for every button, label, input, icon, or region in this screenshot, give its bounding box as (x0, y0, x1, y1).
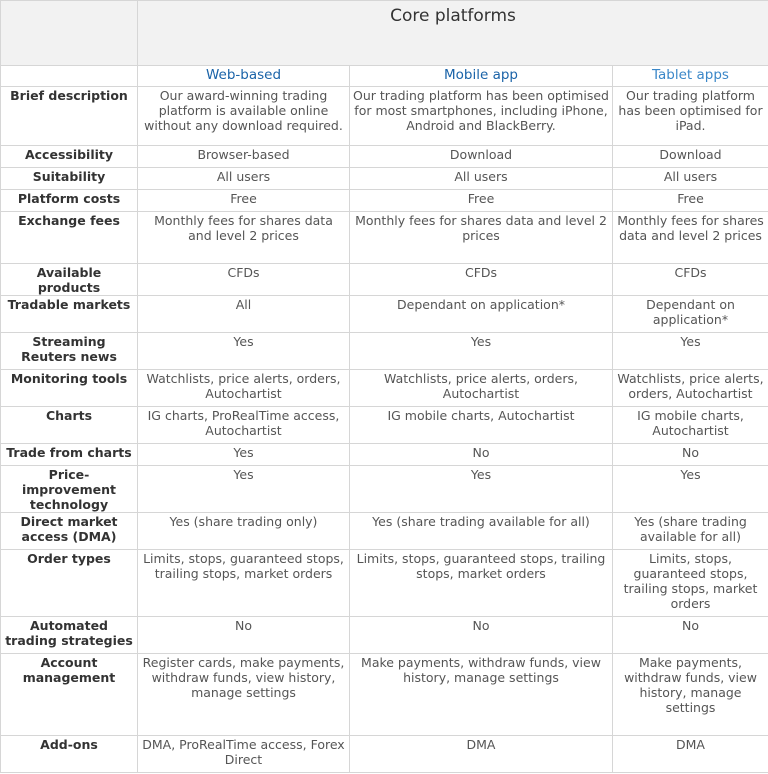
table-cell: IG mobile charts, Autochartist (613, 407, 768, 444)
table-row (1, 212, 768, 264)
row-label: Account management (1, 654, 138, 736)
table-cell: All users (613, 168, 768, 190)
table-cell: Yes (613, 333, 768, 370)
table-cell: No (613, 617, 768, 654)
table-cell: Limits, stops, guaranteed stops, trailing stops, market orders (350, 550, 613, 617)
table-cell: All (138, 296, 350, 333)
row-label: Suitability (1, 168, 138, 190)
header-empty-cell (1, 66, 138, 87)
table-row (1, 617, 768, 654)
table-cell: Yes (350, 466, 613, 513)
table-row (1, 407, 768, 444)
table-row (1, 466, 768, 513)
table-cell: Dependant on application* (350, 296, 613, 333)
table-cell: Our trading platform has been optimised for iPad. (613, 87, 768, 146)
row-label: Charts (1, 407, 138, 444)
table-cell: Monthly fees for shares data and level 2 prices (350, 212, 613, 264)
row-label: Brief description (1, 87, 138, 146)
table-cell: No (350, 444, 613, 466)
table-cell: Limits, stops, guaranteed stops, trailing stops, market orders (613, 550, 768, 617)
table-cell: Yes (138, 444, 350, 466)
row-label: Price-improvement technology (1, 466, 138, 513)
table-cell: No (138, 617, 350, 654)
table-cell: IG charts, ProRealTime access, Autochartist (138, 407, 350, 444)
table-cell: Limits, stops, guaranteed stops, trailing stops, market orders (138, 550, 350, 617)
table-cell: DMA, ProRealTime access, Forex Direct (138, 736, 350, 773)
table-cell: Yes (share trading available for all) (350, 513, 613, 550)
table-cell: Download (613, 146, 768, 168)
table-cell: Watchlists, price alerts, orders, Autochartist (138, 370, 350, 407)
column-header-web: Web-based (138, 66, 350, 87)
row-label: Accessibility (1, 146, 138, 168)
table-cell: No (350, 617, 613, 654)
row-label: Direct market access (DMA) (1, 513, 138, 550)
table-cell: Free (138, 190, 350, 212)
table-cell: CFDs (138, 264, 350, 296)
table-cell: DMA (613, 736, 768, 773)
table-cell: Yes (share trading only) (138, 513, 350, 550)
table-cell: DMA (350, 736, 613, 773)
table-cell: Free (350, 190, 613, 212)
table-cell: Yes (138, 466, 350, 513)
table-row (1, 190, 768, 212)
table-cell: All users (138, 168, 350, 190)
table-cell: No (613, 444, 768, 466)
row-label: Monitoring tools (1, 370, 138, 407)
table-cell: Make payments, withdraw funds, view history, manage settings (613, 654, 768, 736)
table-cell: Yes (613, 466, 768, 513)
table-cell: CFDs (350, 264, 613, 296)
column-header-mobile: Mobile app (350, 66, 613, 87)
table-cell: Browser-based (138, 146, 350, 168)
row-label: Exchange fees (1, 212, 138, 264)
table-row (1, 87, 768, 146)
table-cell: Dependant on application* (613, 296, 768, 333)
column-header-tablet: Tablet apps (613, 66, 768, 87)
title-row (1, 1, 768, 66)
table-cell: Free (613, 190, 768, 212)
table-row (1, 146, 768, 168)
table-row (1, 168, 768, 190)
row-label: Platform costs (1, 190, 138, 212)
table-cell: Our trading platform has been optimised for most smartphones, including iPhone, Android and BlackBerry. (350, 87, 613, 146)
row-label: Tradable markets (1, 296, 138, 333)
row-label: Available products (1, 264, 138, 296)
table-cell: All users (350, 168, 613, 190)
table-cell: Yes (350, 333, 613, 370)
table-cell: Our award-winning trading platform is available online without any download required. (138, 87, 350, 146)
table-cell: Monthly fees for shares data and level 2 prices (138, 212, 350, 264)
table-cell: CFDs (613, 264, 768, 296)
table-row (1, 296, 768, 333)
table-cell: Make payments, withdraw funds, view history, manage settings (350, 654, 613, 736)
table-row (1, 513, 768, 550)
table-cell: Watchlists, price alerts, orders, Autochartist (350, 370, 613, 407)
table-row (1, 736, 768, 773)
table-row (1, 370, 768, 407)
table-row (1, 264, 768, 296)
table-cell: IG mobile charts, Autochartist (350, 407, 613, 444)
table-cell: Watchlists, price alerts, orders, Autochartist (613, 370, 768, 407)
table-cell: Register cards, make payments, withdraw funds, view history, manage settings (138, 654, 350, 736)
table-row (1, 444, 768, 466)
row-label: Add-ons (1, 736, 138, 773)
row-label: Streaming Reuters news (1, 333, 138, 370)
table-row (1, 550, 768, 617)
table-cell: Yes (138, 333, 350, 370)
row-label: Trade from charts (1, 444, 138, 466)
table-row (1, 333, 768, 370)
header-row (1, 66, 768, 87)
table-row (1, 654, 768, 736)
corner-cell (1, 1, 138, 66)
table-title: Core platforms (138, 1, 768, 66)
table-cell: Monthly fees for shares data and level 2 prices (613, 212, 768, 264)
row-label: Automated trading strategies (1, 617, 138, 654)
table-cell: Download (350, 146, 613, 168)
table-cell: Yes (share trading available for all) (613, 513, 768, 550)
row-label: Order types (1, 550, 138, 617)
